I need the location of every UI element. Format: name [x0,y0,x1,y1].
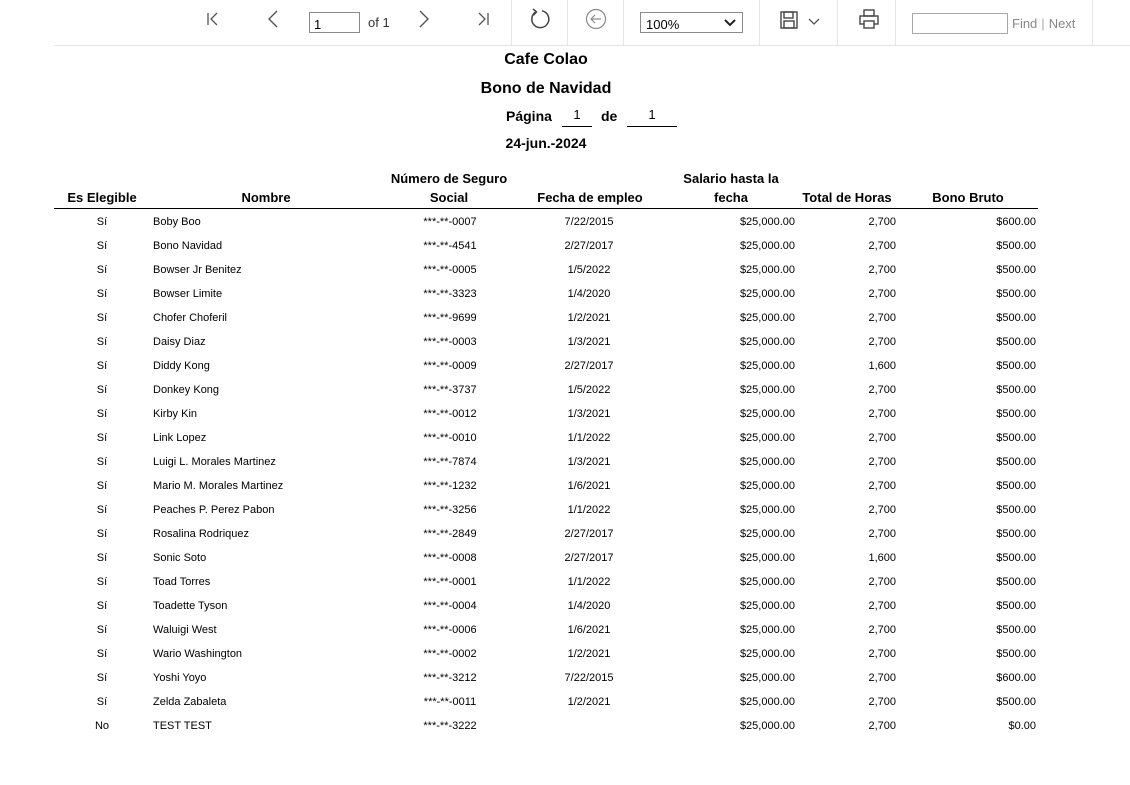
cell-fecha: 1/6/2021 [567,624,611,636]
cell-fecha: 1/5/2022 [567,264,611,276]
find-separator: | [1041,16,1045,31]
cell-salario: $25,000.00 [739,432,795,444]
cell-salario: $25,000.00 [739,288,795,300]
table-row [0,666,1130,690]
next-page-button[interactable] [411,7,437,31]
cell-horas: 2,700 [868,576,896,588]
cell-elegible: Sí [96,696,108,708]
cell-bono: $600.00 [996,216,1036,228]
cell-ssn: ***-**-0008 [423,552,477,564]
cell-nombre: Yoshi Yoyo [153,672,207,684]
print-icon [858,8,880,30]
cell-bono: $500.00 [996,384,1036,396]
cell-bono: $500.00 [996,504,1036,516]
cell-elegible: Sí [96,432,108,444]
cell-bono: $500.00 [996,336,1036,348]
cell-elegible: Sí [96,456,108,468]
cell-salario: $25,000.00 [739,504,795,516]
cell-salario: $25,000.00 [739,456,795,468]
cell-salario: $25,000.00 [739,528,795,540]
cell-salario: $25,000.00 [739,360,795,372]
export-button[interactable] [776,8,824,32]
cell-elegible: Sí [96,624,108,636]
chevron-right-icon [415,9,433,29]
page-current: 1 [562,107,592,127]
cell-fecha: 1/2/2021 [567,648,611,660]
cell-nombre: Luigi L. Morales Martinez [153,456,276,468]
cell-fecha: 2/27/2017 [564,552,614,564]
table-row [0,282,1130,306]
cell-horas: 2,700 [868,288,896,300]
cell-nombre: Mario M. Morales Martinez [153,480,284,492]
cell-fecha: 1/4/2020 [567,600,611,612]
cell-bono: $500.00 [996,456,1036,468]
cell-salario: $25,000.00 [739,264,795,276]
table-row [0,714,1130,738]
find-input[interactable] [912,13,1008,34]
table-row [0,258,1130,282]
cell-bono: $500.00 [996,240,1036,252]
column-header-salario-line1: Salario hasta la [683,171,779,186]
cell-nombre: Bowser Limite [153,288,223,300]
cell-ssn: ***-**-3256 [423,504,477,516]
report-title: Bono de Navidad [480,80,612,97]
toolbar-divider [895,0,896,45]
cell-ssn: ***-**-0009 [423,360,477,372]
last-page-button[interactable] [470,8,496,30]
cell-bono: $600.00 [996,672,1036,684]
cell-horas: 2,700 [868,528,896,540]
cell-salario: $25,000.00 [739,624,795,636]
cell-salario: $25,000.00 [739,312,795,324]
table-row [0,618,1130,642]
cell-bono: $500.00 [996,552,1036,564]
cell-elegible: Sí [96,240,108,252]
column-header-salario-line2: fecha [714,190,748,205]
cell-nombre: Kirby Kin [153,408,198,420]
cell-bono: $500.00 [996,480,1036,492]
cell-nombre: Peaches P. Perez Pabon [153,504,275,516]
page-label: Página [506,108,552,124]
cell-elegible: Sí [96,480,108,492]
cell-elegible: Sí [96,528,108,540]
table-row [0,354,1130,378]
toolbar-divider [759,0,760,45]
cell-horas: 2,700 [868,480,896,492]
find-controls [1012,16,1075,31]
cell-salario: $25,000.00 [739,552,795,564]
cell-fecha: 1/1/2022 [567,504,611,516]
chevron-left-icon [264,9,282,29]
cell-fecha: 2/27/2017 [564,360,614,372]
cell-nombre: Zelda Zabaleta [153,696,227,708]
cell-horas: 2,700 [868,456,896,468]
cell-bono: $500.00 [996,624,1036,636]
column-header-bono: Bono Bruto [932,190,1004,205]
table-row [0,210,1130,234]
cell-nombre: Daisy Diaz [153,336,206,348]
cell-elegible: Sí [96,648,108,660]
toolbar-divider [511,0,512,45]
cell-elegible: Sí [96,264,108,276]
refresh-button[interactable] [525,6,555,32]
zoom-value: 100% [646,17,680,32]
last-page-icon [474,10,492,28]
cell-ssn: ***-**-0001 [423,576,477,588]
chevron-down-icon [807,15,821,29]
cell-horas: 2,700 [868,312,896,324]
cell-salario: $25,000.00 [739,672,795,684]
arrow-left-circle-icon [585,8,607,30]
column-header-fecha: Fecha de empleo [537,190,643,205]
cell-nombre: Toadette Tyson [153,600,228,612]
toolbar-divider [1092,0,1093,45]
table-row [0,594,1130,618]
cell-horas: 2,700 [868,648,896,660]
cell-horas: 2,700 [868,624,896,636]
column-header-salario [672,169,790,207]
cell-nombre: Boby Boo [153,216,201,228]
page-of-label: de [601,108,618,124]
toolbar-divider [623,0,624,45]
header-divider [54,208,1038,209]
cell-bono: $500.00 [996,648,1036,660]
column-header-nombre: Nombre [241,190,291,205]
cell-salario: $25,000.00 [739,240,795,252]
cell-salario: $25,000.00 [739,384,795,396]
cell-salario: $25,000.00 [739,216,795,228]
cell-ssn: ***-**-1232 [423,480,477,492]
table-row [0,546,1130,570]
cell-horas: 2,700 [868,264,896,276]
cell-ssn: ***-**-0007 [423,216,477,228]
column-header-elegible: Es Elegible [67,190,137,205]
cell-ssn: ***-**-7874 [423,456,477,468]
cell-horas: 2,700 [868,336,896,348]
cell-ssn: ***-**-0003 [423,336,477,348]
cell-elegible: Sí [96,672,108,684]
cell-horas: 2,700 [868,696,896,708]
table-row [0,498,1130,522]
cell-fecha: 1/3/2021 [567,456,611,468]
cell-horas: 2,700 [868,408,896,420]
cell-nombre: Bowser Jr Benitez [153,264,242,276]
cell-fecha: 1/1/2022 [567,576,611,588]
cell-fecha: 1/2/2021 [567,696,611,708]
cell-bono: $500.00 [996,408,1036,420]
report-date: 24-jun.-2024 [505,135,587,151]
cell-nombre: Sonic Soto [153,552,207,564]
cell-elegible: Sí [96,288,108,300]
cell-ssn: ***-**-0011 [423,696,477,708]
find-link[interactable]: Find [1012,16,1038,31]
company-name: Cafe Colao [504,51,588,68]
find-next-link[interactable]: Next [1048,16,1076,31]
cell-salario: $25,000.00 [739,576,795,588]
cell-ssn: ***-**-0010 [423,432,477,444]
table-row [0,570,1130,594]
cell-fecha: 2/27/2017 [564,528,614,540]
table-row [0,642,1130,666]
cell-bono: $500.00 [996,576,1036,588]
cell-elegible: Sí [96,360,108,372]
cell-elegible: No [94,720,110,732]
table-row [0,426,1130,450]
cell-nombre: Toad Torres [153,576,211,588]
cell-horas: 2,700 [868,504,896,516]
toolbar-divider [837,0,838,45]
cell-nombre: Waluigi West [153,624,217,636]
table-row [0,234,1130,258]
column-header-ssn-line2: Social [429,190,469,205]
page-number-input[interactable] [309,12,360,33]
first-page-icon [204,10,222,28]
cell-bono: $500.00 [996,312,1036,324]
cell-salario: $25,000.00 [739,696,795,708]
cell-ssn: ***-**-0005 [423,264,477,276]
column-header-ssn-line1: Número de Seguro [390,171,508,186]
cell-ssn: ***-**-0006 [423,624,477,636]
refresh-icon [528,7,552,31]
page-count-label: of 1 [368,15,390,30]
table-row [0,306,1130,330]
cell-nombre: Donkey Kong [153,384,220,396]
first-page-button[interactable] [200,8,226,30]
cell-nombre: Rosalina Rodriquez [153,528,249,540]
cell-horas: 2,700 [868,672,896,684]
cell-fecha: 2/27/2017 [564,240,614,252]
cell-bono: $500.00 [996,696,1036,708]
cell-ssn: ***-**-3737 [423,384,477,396]
cell-salario: $25,000.00 [739,600,795,612]
report-viewer-toolbar [0,0,1130,46]
cell-ssn: ***-**-3222 [423,720,477,732]
cell-horas: 2,700 [868,600,896,612]
cell-horas: 2,700 [868,432,896,444]
save-icon [779,10,799,30]
cell-bono: $0.00 [1008,720,1036,732]
table-row [0,402,1130,426]
cell-fecha: 1/2/2021 [567,312,611,324]
toolbar-divider [567,0,568,45]
cell-horas: 2,700 [868,384,896,396]
column-header-ssn [380,169,518,207]
cell-elegible: Sí [96,312,108,324]
cell-salario: $25,000.00 [739,648,795,660]
table-row [0,330,1130,354]
cell-fecha: 1/5/2022 [567,384,611,396]
table-row [0,690,1130,714]
table-row [0,450,1130,474]
cell-ssn: ***-**-0002 [423,648,477,660]
table-row [0,378,1130,402]
table-row [0,522,1130,546]
zoom-select[interactable] [640,12,743,33]
cell-salario: $25,000.00 [739,720,795,732]
cell-fecha: 7/22/2015 [564,216,614,228]
cell-horas: 1,600 [868,552,896,564]
cell-nombre: Link Lopez [153,432,207,444]
cell-fecha: 1/3/2021 [567,408,611,420]
cell-fecha: 1/3/2021 [567,336,611,348]
cell-ssn: ***-**-0004 [423,600,477,612]
cell-horas: 2,700 [868,720,896,732]
cell-nombre: Diddy Kong [153,360,210,372]
cell-bono: $500.00 [996,288,1036,300]
cell-bono: $500.00 [996,360,1036,372]
cell-bono: $500.00 [996,432,1036,444]
cell-elegible: Sí [96,504,108,516]
cell-elegible: Sí [96,408,108,420]
cell-ssn: ***-**-2849 [423,528,477,540]
cell-horas: 2,700 [868,240,896,252]
cell-ssn: ***-**-9699 [423,312,477,324]
cell-fecha: 7/22/2015 [564,672,614,684]
page-total: 1 [627,107,677,127]
previous-page-button[interactable] [260,7,286,31]
toolbar-bottom-border [54,45,1130,46]
back-button[interactable] [582,7,610,31]
cell-fecha: 1/1/2022 [567,432,611,444]
cell-bono: $500.00 [996,528,1036,540]
cell-elegible: Sí [96,552,108,564]
print-button[interactable] [855,7,883,31]
cell-fecha: 1/4/2020 [567,288,611,300]
cell-elegible: Sí [96,384,108,396]
cell-nombre: Chofer Choferil [153,312,227,324]
cell-elegible: Sí [96,336,108,348]
cell-fecha: 1/6/2021 [567,480,611,492]
cell-bono: $500.00 [996,600,1036,612]
cell-ssn: ***-**-3323 [423,288,477,300]
cell-nombre: Bono Navidad [153,240,223,252]
cell-elegible: Sí [96,576,108,588]
cell-salario: $25,000.00 [739,336,795,348]
cell-salario: $25,000.00 [739,408,795,420]
cell-ssn: ***-**-0012 [423,408,477,420]
cell-elegible: Sí [96,216,108,228]
cell-horas: 2,700 [868,216,896,228]
table-row [0,474,1130,498]
chevron-down-icon [723,16,737,30]
cell-horas: 1,600 [868,360,896,372]
cell-ssn: ***-**-4541 [423,240,477,252]
cell-salario: $25,000.00 [739,480,795,492]
column-header-horas: Total de Horas [802,190,892,205]
cell-nombre: Wario Washington [153,648,243,660]
cell-ssn: ***-**-3212 [423,672,477,684]
cell-elegible: Sí [96,600,108,612]
cell-bono: $500.00 [996,264,1036,276]
cell-nombre: TEST TEST [153,720,212,732]
